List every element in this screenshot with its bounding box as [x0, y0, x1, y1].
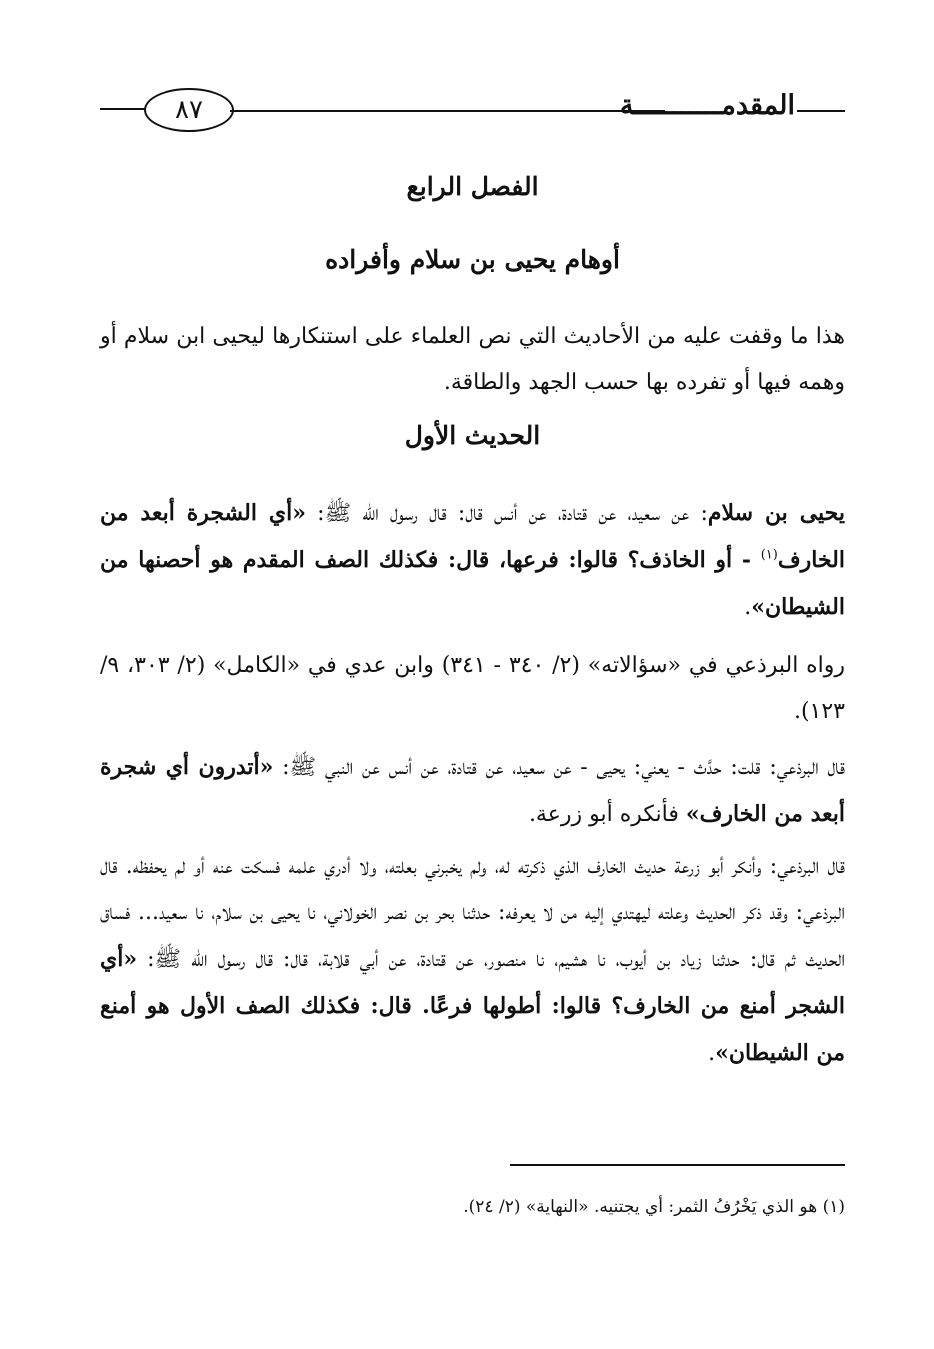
bardhai-quote-2	[100, 844, 845, 1077]
bardhai-quote-1	[100, 744, 845, 838]
quote2-bold: «أي الشجر أمنع من الخارف؟ قالوا: أطولها فرعًا. قال: فكذلك الصف الأول هو أمنع من الشيطان»	[100, 946, 845, 1066]
quote2-text-b: .	[708, 1041, 716, 1066]
hadith-title: الحديث الأول	[404, 421, 541, 450]
quote2-text-a: قال البرذعي: وأنكر أبو زرعة حديث الخارف الذي ذكرته له، ولم يخبرني بعلته، ولا أدري علمه فسكت عنه أو لم يحفظه. قال البرذعي: وقد ذكر الحديث وعلته ليهتدي إليه من لا يعرفه: حدثنا بحر بن نصر الخولاني، نا يحيى بن سلام، نا سعيد... فساق الحديث ثم قال: حدثنا زياد بن أيوب، نا هشيم، نا منصور، عن قتادة، عن أبي قلابة، قال: قال رسول اللّٰه ﷺ:	[100, 854, 845, 972]
quote1-text-b: فأنكره أبو زرعة.	[528, 802, 686, 827]
page-number: ٨٧	[175, 95, 203, 125]
quote1-text-a: قال البرذعي: قلت: حدَّث - يعني: يحيى - عن سعيد، عن قتادة، عن أنس عن النبي ﷺ:	[273, 755, 845, 780]
footnote-marker: (١)	[760, 547, 778, 563]
header-rule-middle	[230, 110, 665, 112]
hadith-text-a: «أي الشجرة أبعد من الخارف	[100, 500, 845, 573]
running-title: المقدمـــــــــــة	[619, 90, 795, 121]
quote1-bold: «أتدرون أي شجرة أبعد من الخارف»	[100, 754, 845, 827]
page-header	[100, 88, 845, 134]
riwaya-paragraph: رواه البرذعي في «سؤالاته» (٢/ ٣٤٠ - ٣٤١) وابن عدي في «الكامل» (٢/ ٣٠٣، ٩/ ١٢٣).	[100, 653, 846, 724]
hadith-text-b: - أو الخاذف؟ قالوا: فرعها، قال: فكذلك الصف المقدم هو أحصنها من الشيطان»	[100, 547, 845, 620]
header-rule-left	[100, 108, 146, 110]
hadith-narrator: يحيى بن سلام	[707, 500, 845, 526]
page-number-badge	[144, 88, 234, 132]
hadith-end: .	[744, 595, 752, 620]
footnote-rule	[510, 1164, 845, 1166]
intro-paragraph: هذا ما وقفت عليه من الأحاديث التي نص العلماء على استنكارها ليحيى ابن سلام أو وهمه فيها أو تفرده بها حسب الجهد والطاقة.	[100, 324, 846, 395]
hadith-paragraph	[100, 490, 845, 631]
header-rule-right	[797, 110, 845, 112]
section-title: أوهام يحيى بن سلام وأفراده	[325, 245, 620, 274]
footnote-1: (١) هو الذي يَخْرُفُ الثمر: أي يجتنيه. «النهاية» (٢/ ٢٤).	[463, 1197, 845, 1217]
chapter-title: الفصل الرابع	[406, 172, 539, 201]
hadith-chain: : عن سعيد، عن قتادة، عن أنس قال: قال رسول اللّٰه ﷺ:	[305, 501, 708, 526]
